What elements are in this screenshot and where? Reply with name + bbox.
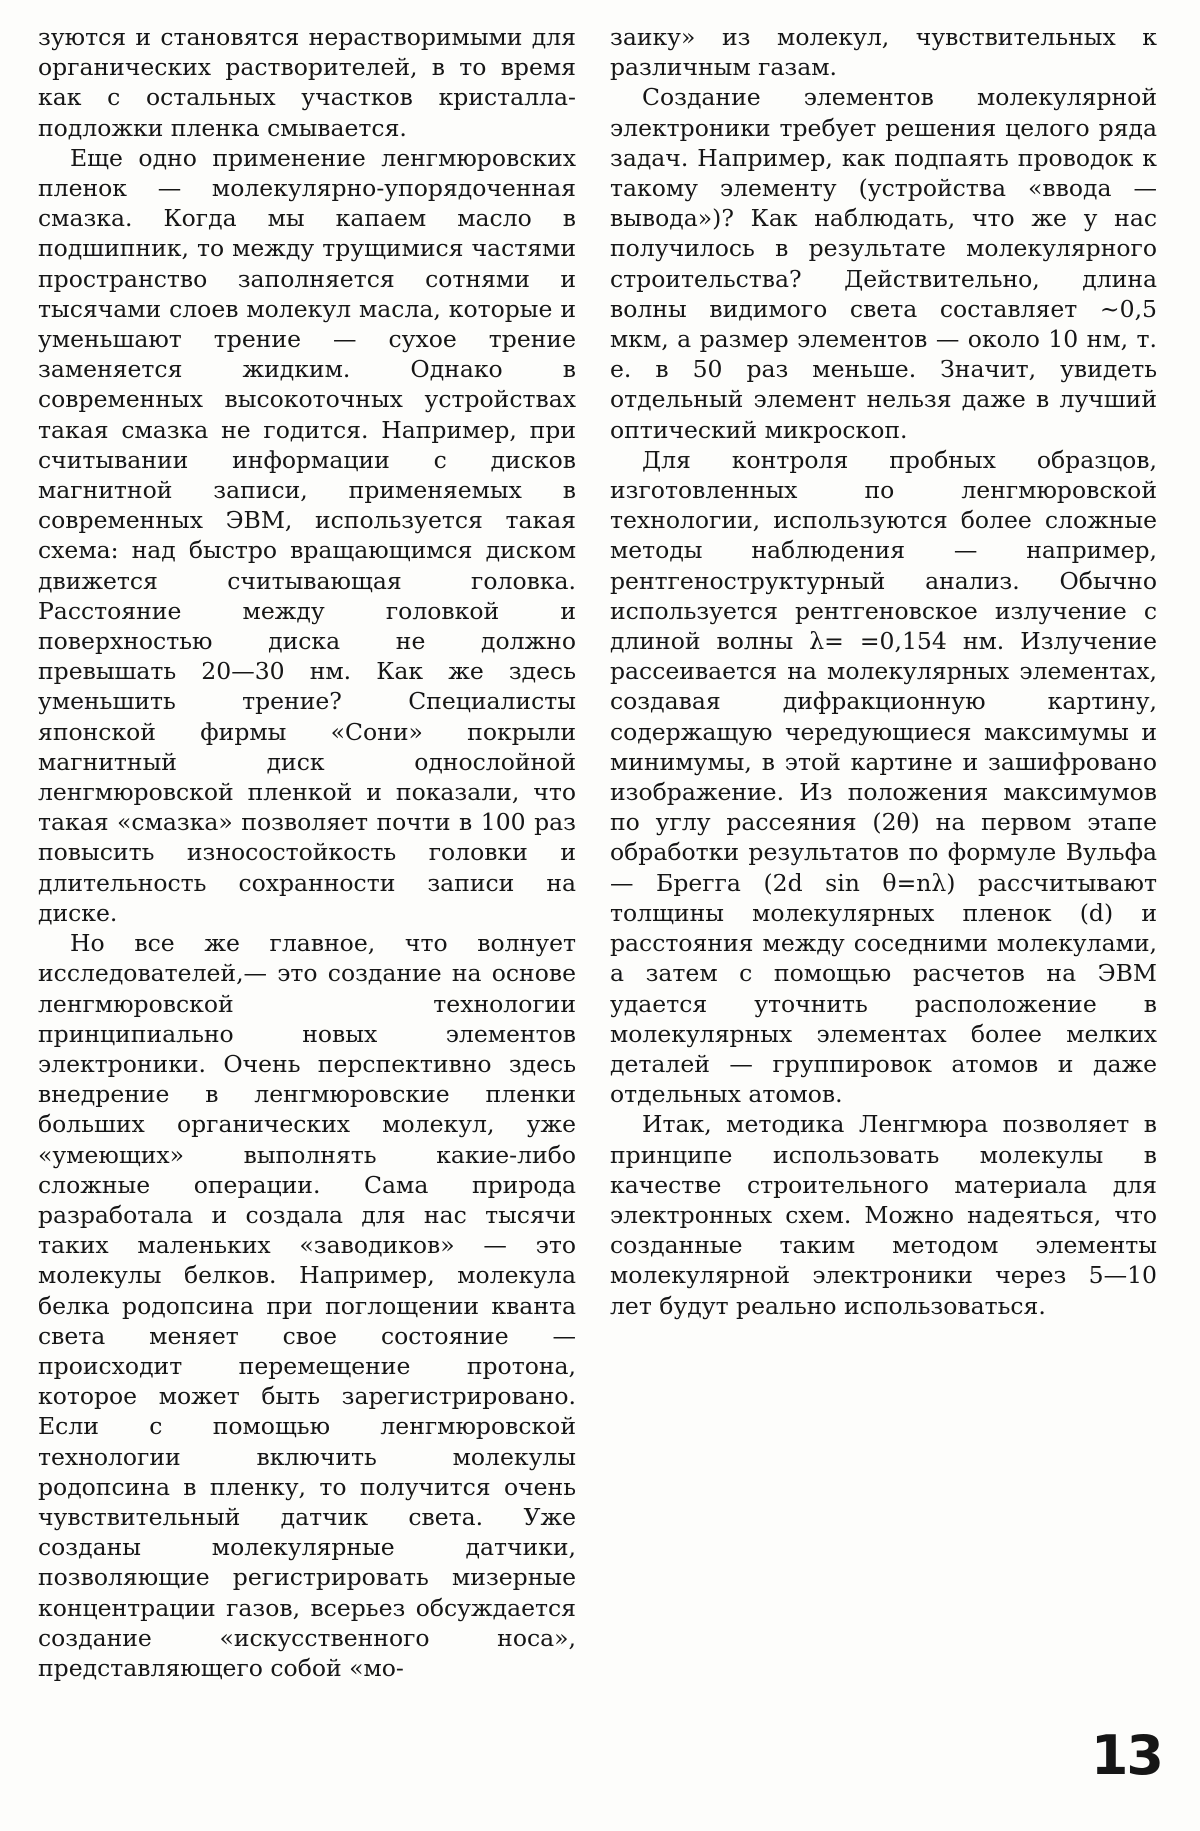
paragraph: зуются и становятся нерастворимыми для органических растворителей, в то время как с остальных участков кристалла-подложки пленка смывается. xyxy=(38,23,576,142)
right-text-column xyxy=(610,22,1157,1321)
paragraph: заику» из молекул, чувствительных к различным газам. xyxy=(610,23,1157,82)
paragraph: Еще одно применение ленгмюровских пленок — молекулярно-упорядоченная смазка. Когда мы капаем масло в подшипник, то между трущимися частями пространство заполняется сотнями и тысячами слоев молекул масла, которые и уменьшают трение — сухое трение заменяется жидким. Однако в современных высокоточных устройствах такая смазка не годится. Например, при считывании информации с дисков магнитной записи, применяемых в современных ЭВМ, используется такая схема: над быстро вращающимся диском движется считывающая головка. Расстояние между головкой и поверхностью диска не должно превышать 20—30 нм. Как же здесь уменьшить трение? Специалисты японской фирмы «Сони» покрыли магнитный диск однослойной ленгмюровской пленкой и показали, что такая «смазка» позволяет почти в 100 раз повысить износостойкость головки и длительность сохранности записи на диске. xyxy=(38,143,576,927)
paragraph: Итак, методика Ленгмюра позволяет в принципе использовать молекулы в качестве строительного материала для электронных схем. Можно надеяться, что созданные таким методом элементы молекулярной электроники через 5—10 лет будут реально использоваться. xyxy=(610,1110,1157,1320)
left-text-column xyxy=(38,22,576,1683)
paragraph: Для контроля пробных образцов, изготовленных по ленгмюровской технологии, используются более сложные методы наблюдения — например, рентгеноструктурный анализ. Обычно используется рентгеновское излучение с длиной волны λ= =0,154 нм. Излучение рассеивается на молекулярных элементах, создавая дифракционную картину, содержащую чередующиеся максимумы и минимумы, в этой картине и зашифровано изображение. Из положения максимумов по углу рассеяния (2θ) на первом этапе обработки результатов по формуле Вульфа — Брегга (2d sin θ=nλ) рассчитывают толщины молекулярных пленок (d) и расстояния между соседними молекулами, а затем с помощью расчетов на ЭВМ удается уточнить расположение в молекулярных элементах более мелких деталей — группировок атомов и даже отдельных атомов. xyxy=(610,445,1157,1109)
page-number: 13 xyxy=(1090,1724,1162,1787)
paragraph: Но все же главное, что волнует исследователей,— это создание на основе ленгмюровской технологии принципиально новых элементов электроники. Очень перспективно здесь внедрение в ленгмюровские пленки больших органических молекул, уже «умеющих» выполнять какие-либо сложные операции. Сама природа разработала и создала для нас тысячи таких маленьких «заводиков» — это молекулы белков. Например, молекула белка родопсина при поглощении кванта света меняет свое состояние — происходит перемещение протона, которое может быть зарегистрировано. Если с помощью ленгмюровской технологии включить молекулы родопсина в пленку, то получится очень чувствительный датчик света. Уже созданы молекулярные датчики, позволяющие регистрировать мизерные концентрации газов, всерьез обсуждается создание «искусственного носа», представляющего собой «мо- xyxy=(38,929,576,1682)
paragraph: Создание элементов молекулярной электроники требует решения целого ряда задач. Например, как подпаять проводок к такому элементу (устройства «ввода — вывода»)? Как наблюдать, что же у нас получилось в результате молекулярного строительства? Действительно, длина волны видимого света составляет ~0,5 мкм, а размер элементов — около 10 нм, т. е. в 50 раз меньше. Значит, увидеть отдельный элемент нельзя даже в лучший оптический микроскоп. xyxy=(610,83,1157,444)
